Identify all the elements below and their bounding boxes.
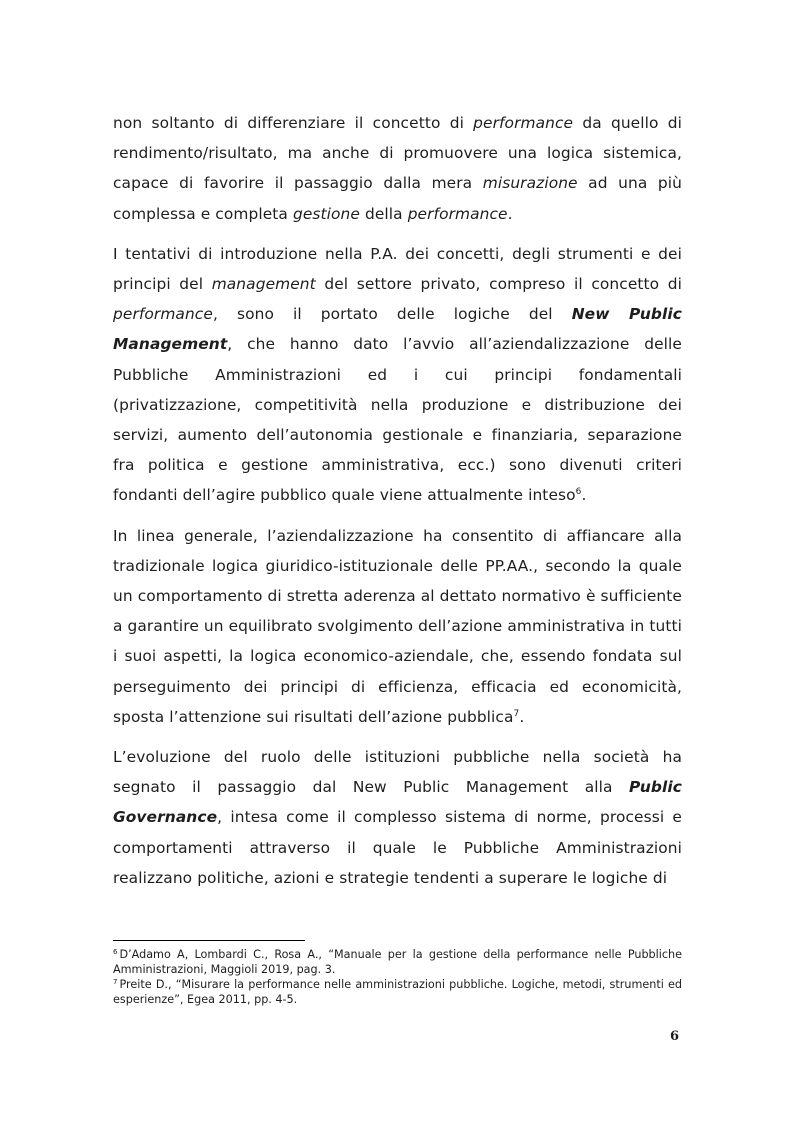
text-run: della <box>359 204 408 223</box>
footnote-text: D’Adamo A, Lombardi C., Rosa A., “Manuale per la gestione della performance nelle Pubbliche Amministrazioni, Maggioli 2019, pag. 3. <box>113 948 682 976</box>
footnote-number: 7 <box>113 978 118 986</box>
footnote-ref: 6 <box>575 487 582 498</box>
paragraph-2 <box>113 239 682 511</box>
bold-term: New Public Management <box>113 305 682 354</box>
text-run: I tentativi di introduzione nella P.A. dei concetti, degli strumenti e dei principi del <box>113 244 682 294</box>
page-number: 6 <box>670 1029 680 1044</box>
italic-term: misurazione <box>482 174 578 193</box>
text-run: , intesa come il complesso sistema di norme, processi e comportamenti attraverso il quale le Pubbliche Amministrazioni realizzano politiche, azioni e strategie tendenti a superare le logiche di <box>113 808 682 887</box>
text-run: . <box>519 707 525 726</box>
italic-term: performance <box>113 305 213 324</box>
text-run: ad una più complessa e completa <box>113 174 682 223</box>
page-body <box>113 108 682 903</box>
italic-term: management <box>211 275 316 294</box>
bold-term: Public Governance <box>113 778 682 827</box>
paragraph-1 <box>113 108 682 229</box>
text-run: L’evoluzione del ruolo delle istituzioni pubbliche nella società ha segnato il passaggio dal New Public Management alla <box>113 748 682 797</box>
footnote-text: Preite D., “Misurare la performance nelle amministrazioni pubbliche. Logiche, metodi, strumenti ed esperienze”, Egea 2011, pp. 4-5. <box>113 978 682 1006</box>
text-run: , sono il portato delle logiche del <box>212 305 572 324</box>
footnotes <box>113 947 682 1007</box>
footnote-ref: 7 <box>513 708 520 719</box>
text-run: . <box>507 204 513 223</box>
text-run: , che hanno dato l’avvio all’aziendalizzazione delle Pubbliche Amministrazioni ed i cui principi fondamentali (privatizzazione, competitività nella produzione e distribuzione dei servizi, aumento dell’autonomia gestionale e finanziaria, separazione fra politica e gestione amministrativa, ecc.) sono divenuti criteri fondanti dell’agire pubblico quale viene attualmente inteso <box>113 335 682 505</box>
footnote-7 <box>113 977 682 1007</box>
text-run: non soltanto di differenziare il concetto di <box>113 114 474 132</box>
footnote-separator <box>113 940 305 941</box>
text-run: In linea generale, l’aziendalizzazione ha consentito di affiancare alla tradizionale logica giuridico-istituzionale delle PP.AA., secondo la quale un comportamento di stretta aderenza al dettato normativo è sufficiente a garantire un equilibrato svolgimento dell’azione amministrativa in tutti i suoi aspetti, la logica economico-aziendale, che, essendo fondata sul perseguimento dei principi di efficienza, efficacia ed economicità, sposta l’attenzione sui risultati dell’azione pubblica <box>113 526 682 726</box>
text-run: . <box>581 486 587 505</box>
italic-term: gestione <box>292 204 360 223</box>
text-run: da quello di rendimento/risultato, ma anche di promuovere una logica sistemica, capace di favorire il passaggio dalla mera <box>113 114 682 193</box>
paragraph-3 <box>113 521 682 732</box>
italic-term: performance <box>473 114 574 132</box>
text-run: del settore privato, compreso il concetto di <box>315 275 683 294</box>
footnote-number: 6 <box>113 948 118 956</box>
paragraph-4 <box>113 742 682 893</box>
italic-term: performance <box>407 204 508 223</box>
footnote-6 <box>113 947 682 977</box>
